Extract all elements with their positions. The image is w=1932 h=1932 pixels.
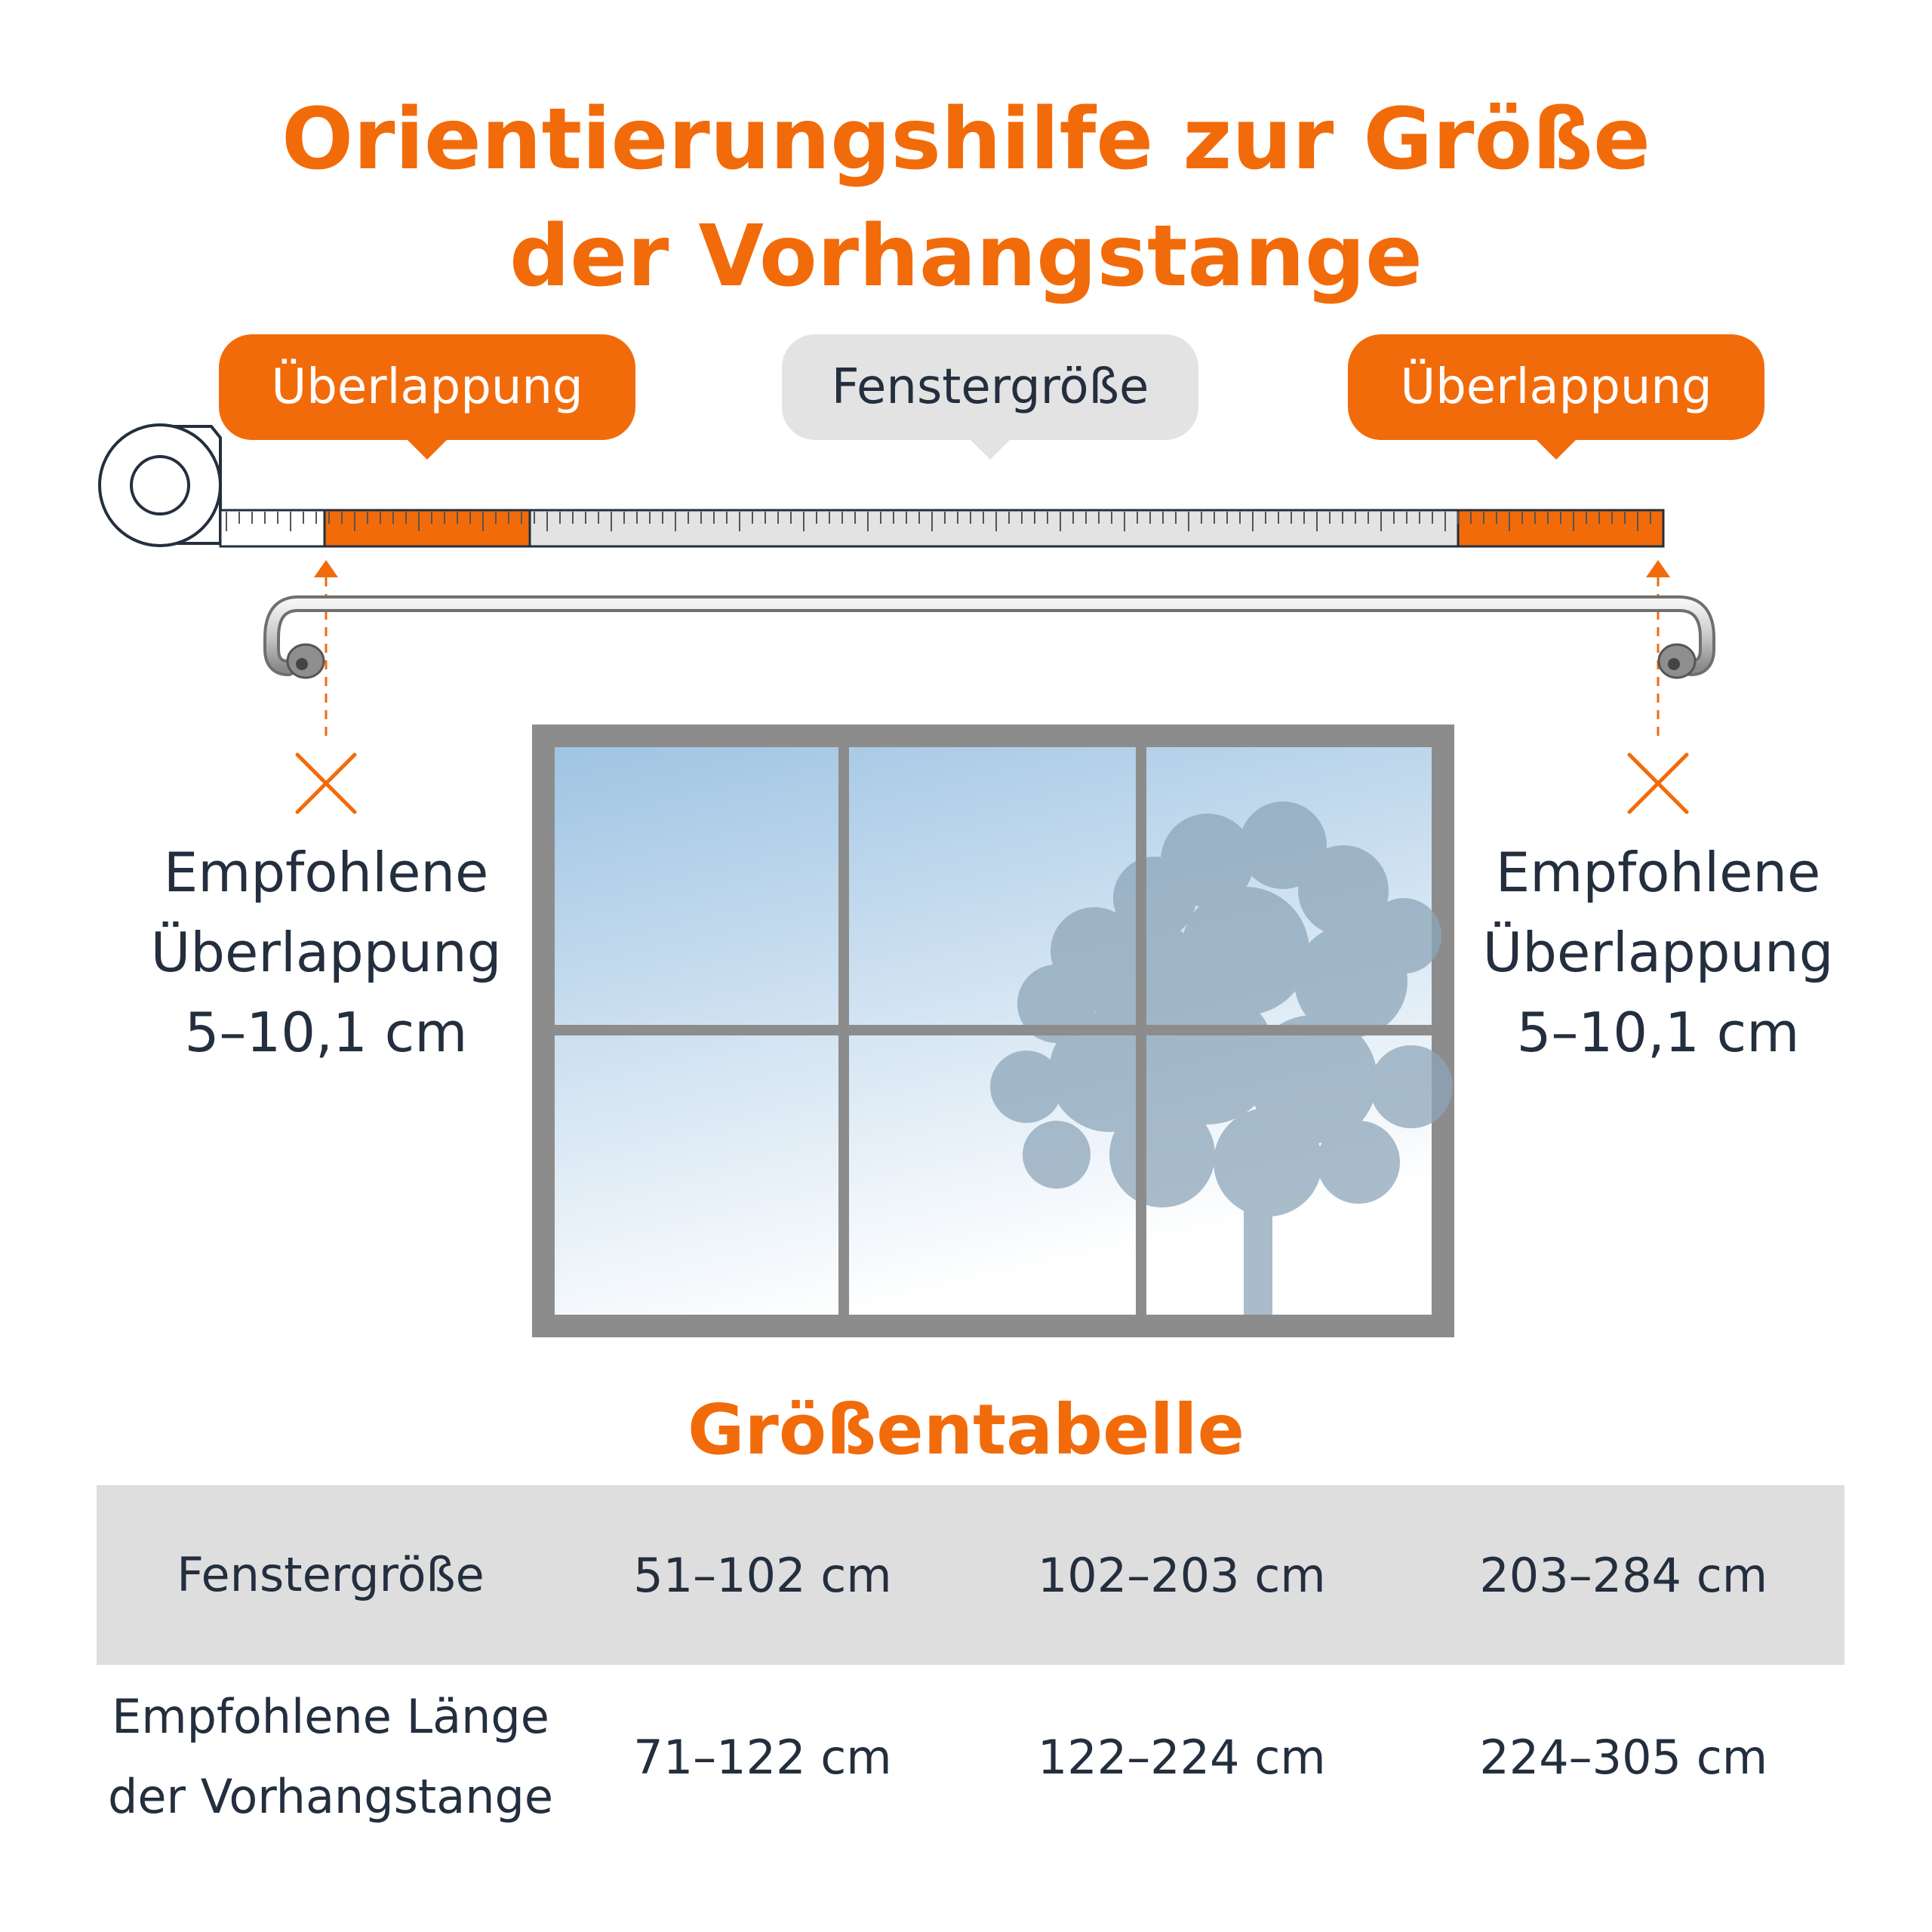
recommended-overlap-right (1432, 832, 1884, 1072)
page-title-line1: Orientierungshilfe zur Größe (281, 91, 1651, 189)
overlap-bubble-left-label: Überlappung (271, 359, 583, 415)
cross-icon (297, 755, 355, 812)
table-header-label: Fenstergröße (177, 1547, 485, 1602)
recommended-overlap-right-line1: Empfohlene (1495, 841, 1821, 904)
table-cell: 122–224 cm (1037, 1729, 1326, 1785)
recommended-overlap-right-line2: Überlappung (1482, 921, 1834, 984)
cross-icon (1629, 755, 1687, 812)
overlap-bubble-right-label: Überlappung (1400, 359, 1712, 415)
table-row-label-line1: Empfohlene Länge (112, 1689, 549, 1744)
table-cell: 224–305 cm (1479, 1729, 1768, 1785)
size-table-title: Größentabelle (688, 1389, 1244, 1470)
table-cell: 71–122 cm (633, 1729, 892, 1785)
window-illustration (532, 724, 1454, 1337)
recommended-overlap-left (100, 832, 552, 1072)
size-table (97, 1485, 1844, 1849)
table-header-cell: 102–203 cm (1037, 1547, 1326, 1603)
table-row (97, 1665, 1844, 1849)
table-header-cell: 51–102 cm (633, 1547, 892, 1603)
rod-bracket-left (288, 645, 324, 678)
recommended-overlap-left-line1: Empfohlene (163, 841, 489, 904)
table-row-label (97, 1665, 565, 1849)
page-title-line2: der Vorhangstange (509, 208, 1423, 306)
recommended-overlap-left-line2: Überlappung (150, 921, 502, 984)
window-size-bubble-label: Fenstergröße (831, 359, 1149, 415)
recommended-overlap-left-line3: 5–10,1 cm (184, 1001, 468, 1064)
table-header-cell: 203–284 cm (1479, 1547, 1768, 1603)
curtain-rod (272, 604, 1707, 678)
recommended-overlap-right-line3: 5–10,1 cm (1516, 1001, 1800, 1064)
table-row-label-line2: der Vorhangstange (108, 1769, 553, 1824)
tape-measure-icon (100, 425, 220, 546)
arrow-up-icon (314, 560, 338, 577)
rod-bracket-right (1659, 645, 1695, 678)
arrow-up-icon (1646, 560, 1670, 577)
table-header-row (97, 1485, 1844, 1665)
measuring-tape (220, 510, 1663, 546)
